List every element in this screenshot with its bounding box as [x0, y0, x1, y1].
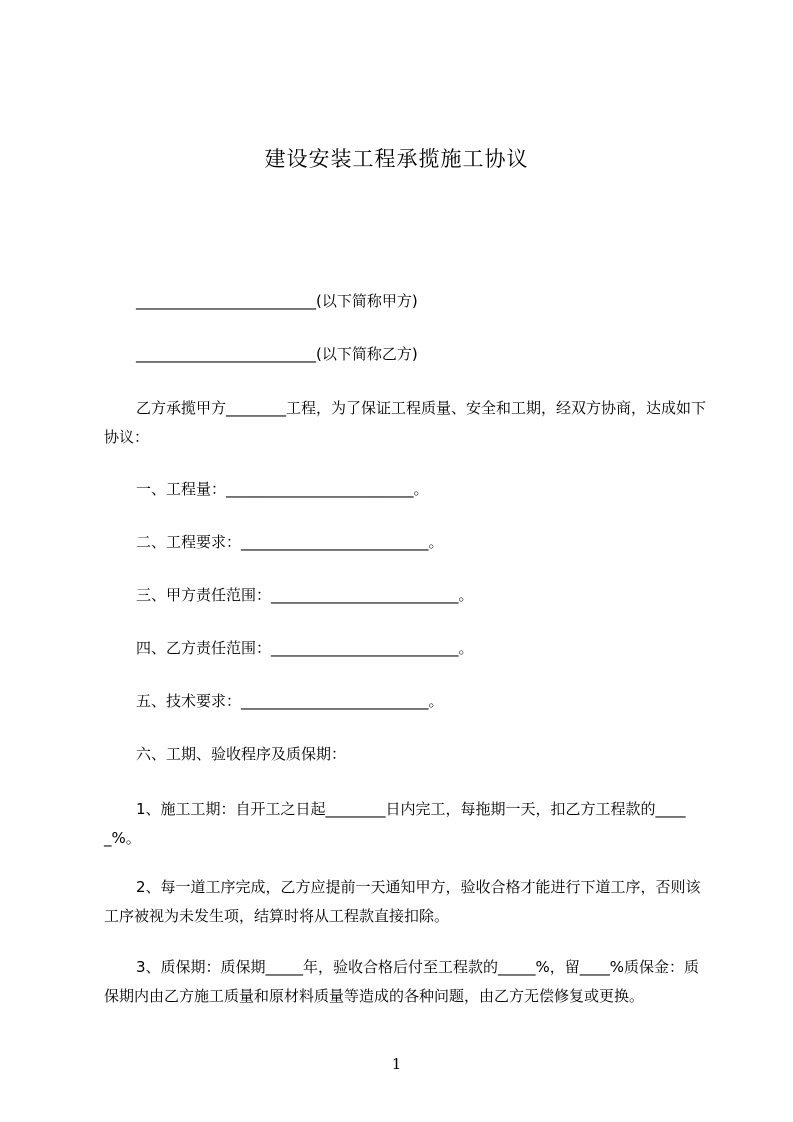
intro-paragraph: 乙方承揽甲方________工程，为了保证工程质量、安全和工期，经双方协商，达成如下协议： — [104, 399, 707, 446]
item-3-paragraph: 3、质保期：质保期_____年，验收合格后付至工程款的_____%，留____%质保金：质保期内由乙方施工质量和原材料质量等造成的各种问题，由乙方无偿修复或更换。 — [104, 958, 700, 1005]
clause-6: 六、工期、验收程序及质保期： — [136, 745, 347, 763]
party-a-line: ________________________(以下简称甲方) — [136, 292, 418, 310]
item-2-paragraph: 2、每一道工序完成，乙方应提前一天通知甲方，验收合格才能进行下道工序，否则该工序被视为未发生项，结算时将从工程款直接扣除。 — [104, 878, 701, 925]
clause-2: 二、工程要求：_________________________。 — [136, 533, 444, 551]
page-number: 1 — [391, 1055, 402, 1073]
document-title: 建设安装工程承揽施工协议 — [264, 147, 529, 171]
clause-5: 五、技术要求：_________________________。 — [136, 692, 444, 710]
clause-1: 一、工程量：_________________________。 — [136, 480, 429, 498]
clause-4: 四、乙方责任范围：_________________________。 — [136, 639, 474, 657]
clause-3: 三、甲方责任范围：_________________________。 — [136, 586, 474, 604]
party-b-line: ________________________(以下简称乙方) — [136, 345, 418, 363]
item-1-paragraph: 1、施工工期：自开工之日起________日内完工，每拖期一天，扣乙方工程款的_____%。 — [104, 800, 686, 847]
